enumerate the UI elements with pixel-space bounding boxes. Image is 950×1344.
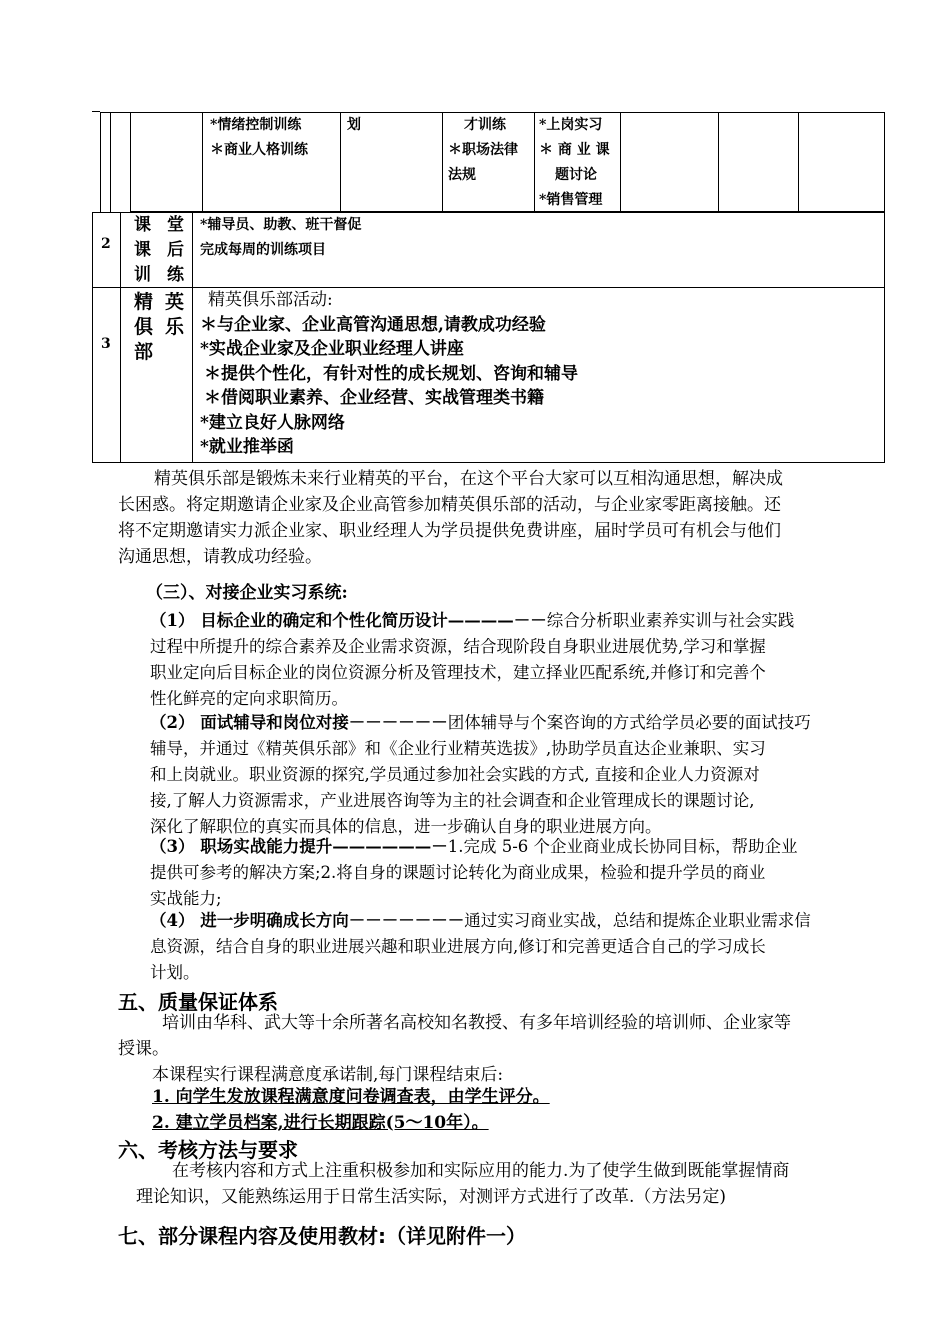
section3-title: （三）、对接企业实习系统:	[146, 583, 348, 603]
row2-category: 课 堂 课 后 训 练	[134, 215, 184, 285]
table-top-stub	[92, 111, 100, 112]
quality-text: 培训由华科、武大等十余所著名高校知名教授、有多年培训经验的培训师、企业家等 授课。 本课程实行课程满意度承诺制,每门课程结束后:	[118, 1013, 791, 1085]
heading-course-contents: 七、部分课程内容及使用教材:（详见附件一）	[118, 1224, 526, 1248]
assessment-text: 在考核内容和方式上注重积极参加和实际应用的能力.为了使学生做到既能掌握情商 理论知识，又能熟练运用于日常生活实际，对测评方式进行了改革.（方法另定)	[136, 1161, 790, 1207]
row3-category: 精英 俱 乐 部	[134, 291, 184, 363]
heading-quality: 五、质量保证体系	[118, 990, 278, 1014]
club-paragraph: 精英俱乐部是锻炼未来行业精英的平台，在这个平台大家可以互相沟通思想，解决成 长困惑。将定期邀请企业家及企业高管参加精英俱乐部的活动，与企业家零距离接触。还 将不定期邀请实力派企业家、职业经理人为学员提供免费讲座，届时学员可有机会与他们 沟通思想，请教成功经验。	[118, 469, 783, 567]
row2-number: 2	[101, 236, 111, 252]
item2: （2） 面试辅导和岗位对接－－－－－－团体辅导与个案咨询的方式给学员必要的面试技巧 辅导，并通过《精英俱乐部》和《企业行业精英选拔》,协助学员直达企业兼职、实习 和上岗就业。职业资源的探究,学员通过参加社会实践的方式, 直接和企业人力资源对 接,了解人力资源需求，产业进展咨询等为主的社会调查和企业管理成长的课题讨论, 深化了解职位的真实而具体的信息，进一步确认自身的职业进展方向。	[150, 713, 811, 836]
row2-content: *辅导员、助教、班干督促 完成每周的训练项目	[200, 217, 362, 258]
item3: （3） 职场实战能力提升——————－1.完成 5-6 个企业商业成长协同目标，帮助企业 提供可参考的解决方案;2.将自身的课题讨论转化为商业成果，检验和提升学员的商业 实战能力;	[150, 837, 798, 908]
item1: （1） 目标企业的确定和个性化简历设计————－－综合分析职业素养实训与社会实践 过程中所提升的综合素养及企业需求资源，结合现阶段自身职业进展优势,学习和掌握 职业定向后目标企业的岗位资源分析及管理技术，建立择业匹配系统,并修订和完善个 性化鲜亮的定向求职简历。	[150, 611, 795, 708]
item4: （4） 进一步明确成长方向－－－－－－－通过实习商业实战，总结和提炼企业职业需求信 息资源，结合自身的职业进展兴趣和职业进展方向,修订和完善更适合自己的学习成长 计划。	[150, 911, 811, 982]
row3-number: 3	[101, 336, 111, 352]
heading-assessment: 六、考核方法与要求	[118, 1138, 298, 1162]
quality-item-1: 1. 向学生发放课程满意度问卷调查表，由学生评分。	[152, 1087, 550, 1107]
row1-col6: *上岗实习 ＊ 商 业 课 题讨论 *销售管理	[539, 117, 610, 208]
row1-col4: 划	[347, 117, 361, 133]
row3-content: 精英俱乐部活动: ＊与企业家、企业高管沟通思想,请教成功经验 *实战企业家及企业职业经理人讲座 ＊提供个性化，有针对性的成长规划、咨询和辅导 ＊借阅职业素养、企业经营、实战管理类书籍 *建立良好人脉网络 *就业推举函	[200, 290, 578, 457]
row1-col3: *情绪控制训练 ＊商业人格训练	[210, 117, 308, 158]
quality-item-2: 2. 建立学员档案,进行长期跟踪(5～10年）。	[152, 1113, 489, 1133]
row1-col5: 才训练 ＊职场法律 法规	[448, 117, 518, 183]
